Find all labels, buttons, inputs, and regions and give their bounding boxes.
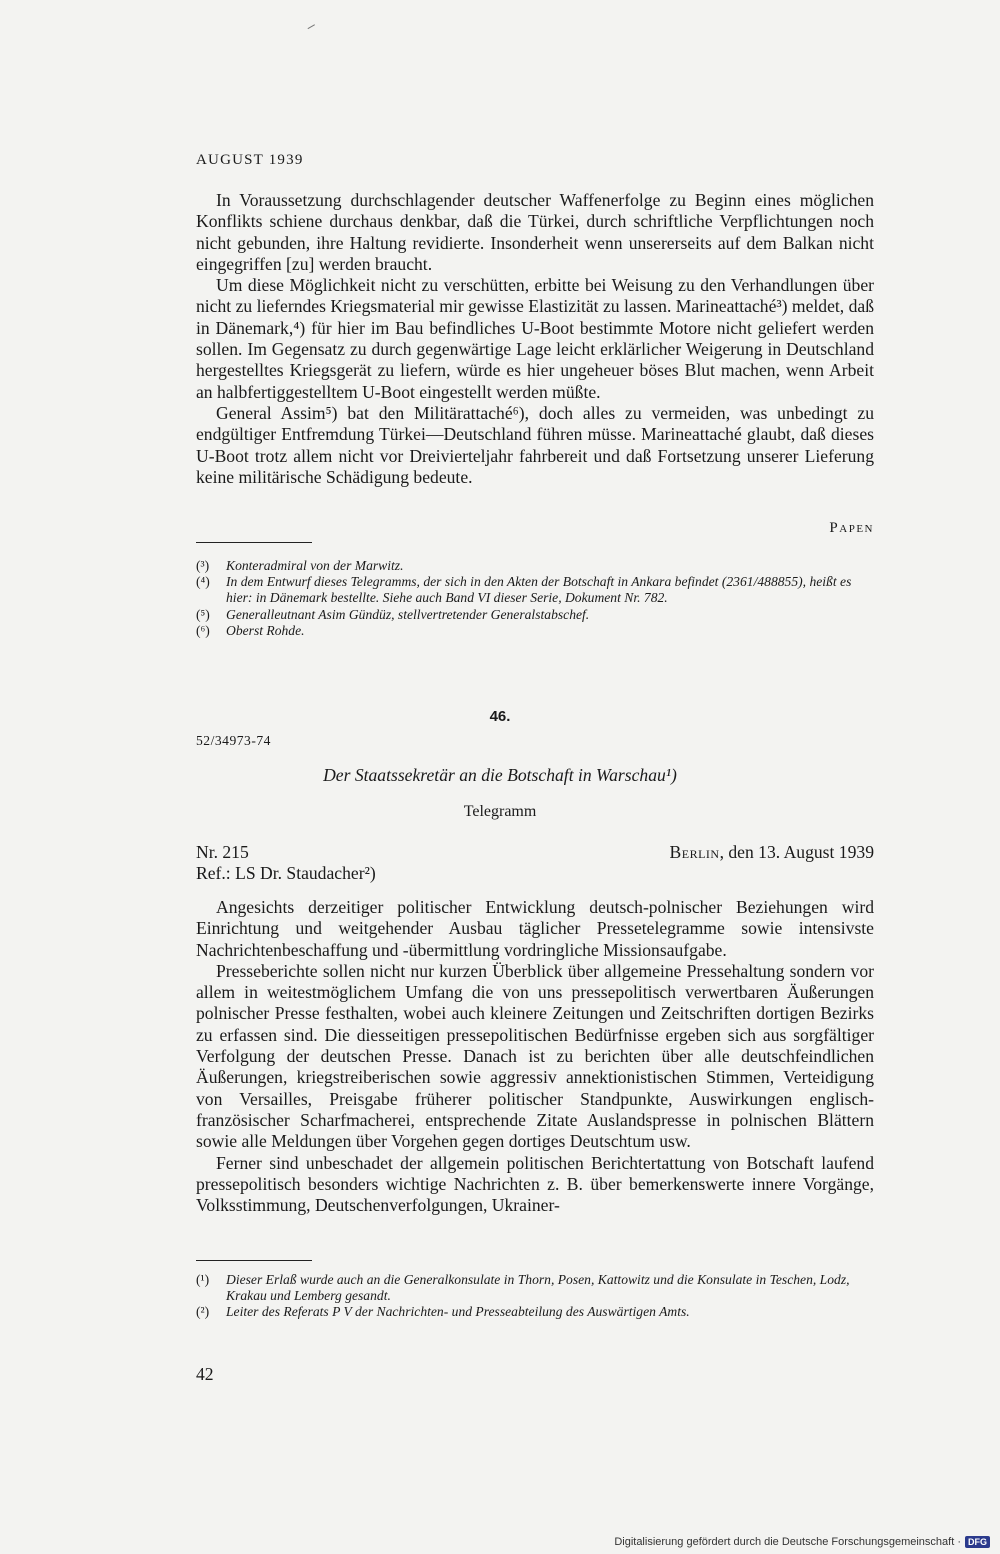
dateline-date: , den 13. August 1939 (719, 842, 874, 862)
pencil-mark (308, 24, 317, 31)
footnote-number: (¹) (196, 1272, 210, 1287)
paragraph: Presseberichte sollen nicht nur kurzen Überblick über allgemeine Pressehaltung sondern vor allem in weitestmöglichem Umfang die von uns pressepolitisch verwertbaren Äußerungen polnischer Presse festhalten, wobei auch kleinere Zeitungen und Zeitschriften dortigen Bezirks zu erfassen sind. Die diesseitigen pressepolitischen Bedürfnisse ergeben sich aus sorgfältiger Verfolgung der deutschen Presse. Danach ist zu berichten über alle deutschfeindlichen Äußerungen, kriegstreiberischen sowie aggressiv annektionistischen Stimmen, Verteidigung von Versailles, Preisgabe früherer politischer Standpunkte, Auswirkungen englisch-französischer Scharfmacherei, entsprechende Zitate Auslandspresse in polnischen Blättern sowie alle Meldungen über Vorgehen gegen dortiges Deutschtum usw. (196, 960, 874, 1152)
document-number: 46. (489, 708, 511, 725)
paragraph: Angesichts derzeitiger politischer Entwicklung deutsch-polnischer Beziehungen wird Einrichtung und weitgehender Ausbau täglicher Pressetelegramme sowie intensivste Nachrichtenbeschaffung und -übermittlung vordringliche Missionsaufgabe. (196, 897, 874, 960)
footnotes-46 (196, 1272, 874, 1321)
paragraph: General Assim⁵) bat den Militärattaché⁶), doch alles zu vermeiden, was unbedingt zu endgültiger Entfremdung Türkei—Deutschland führen müsse. Marineattaché glaubt, daß dieses U-Boot trotz allem nicht vor Dreivierteljahr fahrbereit und daß Fortsetzung unserer Lieferung keine militärische Schädigung bedeute. (196, 402, 874, 487)
footnote-number: (⁴) (196, 574, 210, 590)
referent-line: Ref.: LS Dr. Staudacher²) (196, 863, 376, 883)
footnote (196, 574, 874, 606)
dateline-city: Berlin (669, 842, 720, 862)
file-reference: 52/34973-74 (196, 733, 271, 748)
telegram-body-previous (196, 190, 874, 488)
footnotes-previous (196, 558, 874, 639)
footnote (196, 1304, 874, 1320)
footnote-number: (⁵) (196, 606, 210, 622)
footnote-text: Konteradmiral von der Marwitz. (226, 558, 404, 573)
footnote-text: Generalleutnant Asim Gündüz, stellvertretender Generalstabschef. (226, 606, 590, 622)
footnote-number: (³) (196, 558, 210, 573)
credit-text: Digitalisierung gefördert durch die Deutsche Forschungsgemeinschaft · (614, 1536, 961, 1548)
footnote-text: Oberst Rohde. (226, 622, 305, 638)
footnote-text: In dem Entwurf dieses Telegramms, der sich in den Akten der Botschaft in Ankara befindet (2361/488855), heißt es hier: in Dänemark bestellte. Siehe auch Band VI dieser Serie, Dokument Nr. 782. (226, 574, 852, 606)
footnote-number: (²) (196, 1304, 210, 1320)
footnote-number: (⁶) (196, 622, 210, 638)
footnote-divider (196, 1260, 312, 1261)
dfg-logo-icon: DFG (965, 1536, 990, 1548)
page-number: 42 (196, 1364, 214, 1384)
running-header: AUGUST 1939 (196, 152, 304, 168)
document-type: Telegramm (463, 803, 537, 820)
signature: Papen (829, 520, 874, 536)
footnote-text: Dieser Erlaß wurde auch an die Generalkonsulate in Thorn, Posen, Kattowitz und die Konsulate in Teschen, Lodz, Krakau und Lemberg gesandt. (226, 1272, 850, 1304)
reference-block (196, 842, 376, 884)
digitization-credit (614, 1536, 990, 1548)
paragraph: Um diese Möglichkeit nicht zu verschütten, erbitte bei Weisung zu den Verhandlungen über nicht zu lieferndes Kriegsmaterial mir gewisse Elastizität zu lassen. Marineattaché³) meldet, daß in Dänemark,⁴) für hier im Bau befindliches U-Boot bestimmte Motore nicht geliefert werden sollen. Im Gegensatz zu durch gegenwärtige Lage leicht erklärlicher Weigerung in Deutschland hergestelltes Kriegsgerät zu liefern, würde es hier ungeheuer böses Blut machen, wenn Arbeit an halbfertiggestelltem U-Boot eingestellt werden müßte. (196, 275, 874, 402)
dateline (670, 842, 875, 863)
footnote (196, 1272, 874, 1304)
footnote (196, 607, 874, 623)
document-title: Der Staatssekretär an die Botschaft in Warschau¹) (323, 765, 677, 785)
footnote-divider (196, 542, 312, 543)
telegram-body-46 (196, 897, 874, 1216)
telegram-number: Nr. 215 (196, 842, 249, 862)
paragraph: Ferner sind unbeschadet der allgemein politischen Berichtertattung von Botschaft laufend pressepolitisch besonders wichtige Nachrichten z. B. über bemerkenswerte innere Vorgänge, Volksstimmung, Deutschenverfolgungen, Ukrainer- (196, 1152, 874, 1216)
footnote-text: Leiter des Referats P V der Nachrichten- und Presseabteilung des Auswärtigen Amts. (226, 1304, 690, 1320)
footnote (196, 558, 874, 574)
paragraph: In Voraussetzung durchschlagender deutscher Waffenerfolge zu Beginn eines möglichen Konflikts schiene durchaus denkbar, daß die Türkei, durch schriftliche Verpflichtungen noch nicht gebunden, ihre Haltung revidierte. Insonderheit wenn unsererseits auf dem Balkan nicht eingegriffen [zu] werden braucht. (196, 190, 874, 274)
footnote (196, 623, 874, 639)
